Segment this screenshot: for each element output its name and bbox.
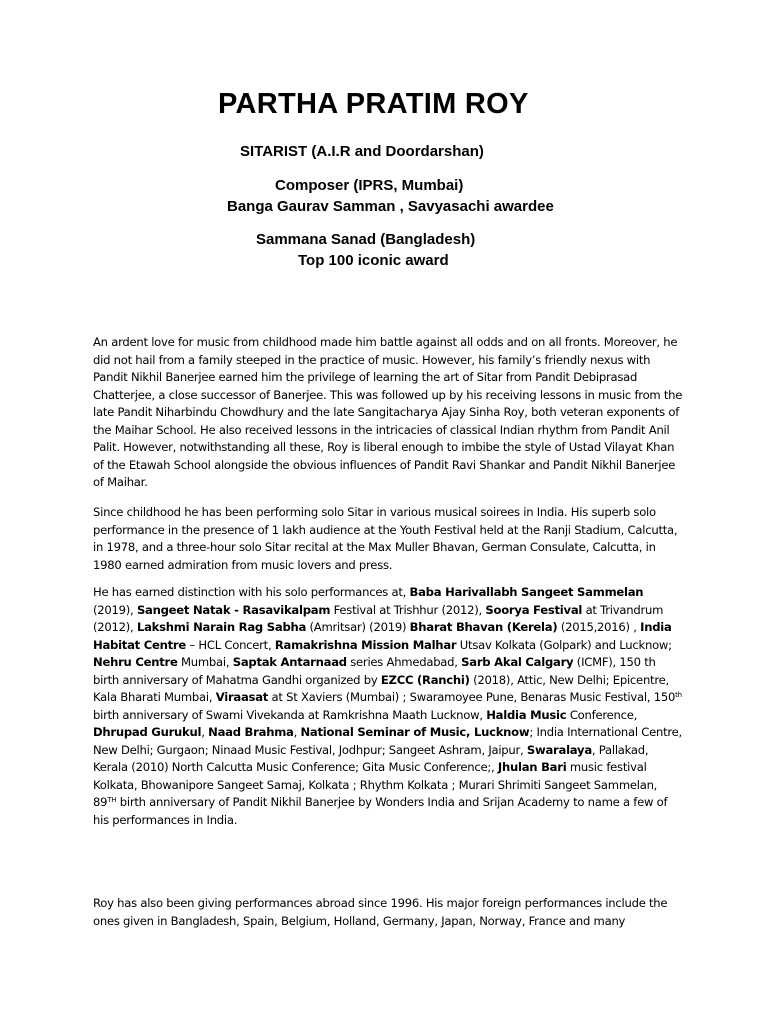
- bold-venue: Ramakrishna Mission Malhar: [274, 637, 457, 652]
- text-run: music festival Kolkata, Bhowanipore Sangeet Samaj, Kolkata ; Rhythm Kolkata ; Murari Shrimiti Sangeet Sammelan, 89: [93, 760, 658, 809]
- ordinal-superscript: th: [675, 691, 682, 699]
- text-run: (Amritsar) (2019): [306, 620, 410, 634]
- bold-venue: Naad Brahma: [208, 725, 294, 739]
- text-run: Mumbai,: [177, 655, 233, 669]
- ordinal-superscript: TH: [107, 796, 117, 804]
- paragraph-childhood-performances: Since childhood he has been performing solo Sitar in various musical soirees in India. His superb solo performance in the presence of 1 lakh audience at the Youth Festival held at the Ranji Stadium, Calcutta, in 1978, and a three-hour solo Sitar recital at the Max Muller Bhavan, German Consulate, Calcutta, in 1980 earned admiration from music lovers and press.: [93, 505, 678, 572]
- subtitle-awards: Banga Gaurav Samman , Savyasachi awardee: [227, 198, 554, 215]
- subtitle-composer: Composer (IPRS, Mumbai): [275, 177, 464, 194]
- text-run: , Pallakad, Kerala (2010) North Calcutta Music Conference; Gita Music Conference;,: [93, 742, 649, 774]
- bold-venue: Lakshmi Narain Rag Sabha: [136, 620, 307, 634]
- paragraph-early-life: An ardent love for music from childhood made him battle against all odds and on all fronts. Moreover, he did not hail from a family steeped in the practice of music. However, his family’s friendly nexus with Pandit Nikhil Banerjee earned him the privilege of learning the art of Sitar from Pandit Debiprasad Chatterjee, a close successor of Banerjee. This was followed up by his receiving lessons in music from the late Pandit Niharbindu Chowdhury and the late Sangitacharya Ajay Sinha Roy, both veteran exponents of the Maihar School. He also received lessons in the intricacies of classical Indian rhythm from Pandit Anil Palit. However, notwithstanding all these, Roy is liberal enough to imbibe the style of Ustad Vilayat Khan of the Etawah School alongside the obvious influences of Pandit Ravi Shankar and Pandit Nikhil Banerjee of Maihar.: [93, 335, 683, 489]
- text-run: ,: [201, 725, 209, 739]
- bold-venue: Sarb Akal Calgary: [461, 655, 574, 669]
- bold-venue: Nehru Centre: [93, 655, 178, 669]
- text-run: Festival at Trishhur (2012),: [330, 602, 486, 617]
- text-run: ; India International Centre, New Delhi; Gurgaon; Ninaad Music Festival, Jodhpur; Sangeet Ashram, Jaipur,: [93, 725, 682, 757]
- bold-venue: Viraasat: [215, 690, 269, 704]
- subtitle-sammana-sanad: Sammana Sanad (Bangladesh): [256, 231, 476, 248]
- text-run: birth anniversary of Pandit Nikhil Banerjee by Wonders India and Srijan Academy to name a few of his performances in India.: [93, 795, 668, 827]
- text-run: (2015,2016) ,: [557, 620, 641, 634]
- bold-venue: Sangeet Natak - Rasavikalpam: [136, 602, 331, 617]
- bold-venue: Saptak Antarnaad: [232, 655, 347, 669]
- bold-venue: Bharat Bhavan (Kerela): [409, 620, 558, 634]
- text-run: Conference,: [566, 707, 638, 722]
- subtitle-sitarist: SITARIST (A.I.R and Doordarshan): [240, 143, 484, 160]
- text-run: (ICMF), 150 th birth anniversary of Mahatma Gandhi organized by: [93, 655, 656, 687]
- bold-venue: Jhulan Bari: [497, 760, 567, 774]
- text-run: ,: [293, 725, 301, 739]
- text-run: Utsav Kolkata (Golpark) and Lucknow;: [456, 637, 672, 652]
- bold-venue: EZCC (Ranchi): [380, 672, 470, 687]
- text-run: series Ahmedabad,: [346, 655, 462, 669]
- bold-venue: Soorya Festival: [485, 602, 583, 617]
- text-run: at Trivandrum (2012),: [93, 602, 664, 634]
- bold-venue: India Habitat Centre: [93, 620, 672, 652]
- subtitle-iconic-award: Top 100 iconic award: [298, 252, 449, 269]
- bold-venue: Haldia Music: [486, 707, 567, 722]
- bold-venue: National Seminar of Music, Lucknow: [300, 725, 530, 739]
- bold-venue: Swaralaya: [526, 742, 592, 757]
- text-run: at St Xaviers (Mumbai) ; Swaramoyee Pune, Benaras Music Festival, 150: [268, 690, 676, 704]
- text-run: (2018), Attic, New Delhi; Epicentre, Kala Bharati Mumbai,: [93, 672, 669, 704]
- text-run: – HCL Concert,: [186, 637, 275, 652]
- paragraph-performances-india: [93, 584, 683, 829]
- page-title: PARTHA PRATIM ROY: [218, 88, 529, 120]
- text-run: He has earned distinction with his solo performances at,: [93, 585, 410, 599]
- paragraph-performances-abroad: Roy has also been giving performances abroad since 1996. His major foreign performances include the ones given in Bangladesh, Spain, Belgium, Holland, Germany, Japan, Norway, France and many: [93, 896, 668, 928]
- bold-venue: Baba Harivallabh Sangeet Sammelan: [409, 585, 644, 599]
- bold-venue: Dhrupad Gurukul: [93, 725, 202, 739]
- text-run: birth anniversary of Swami Vivekanda at Ramkrishna Maath Lucknow,: [93, 707, 487, 722]
- text-run: (2019),: [93, 602, 137, 617]
